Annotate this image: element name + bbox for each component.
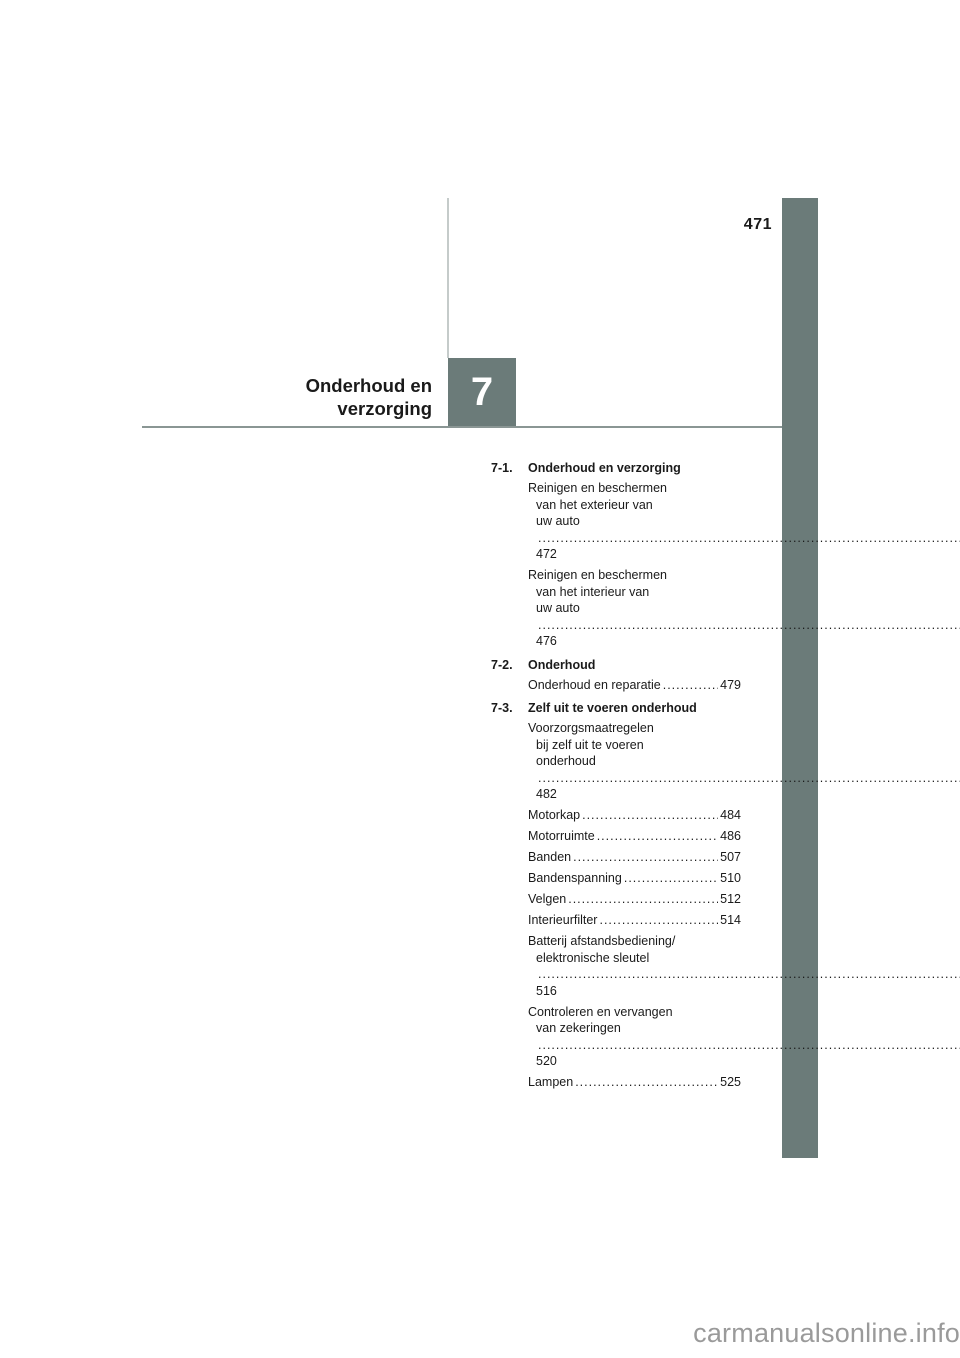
entry-page: 507 — [720, 850, 741, 864]
leader-dots — [568, 891, 718, 908]
toc-entry[interactable] — [528, 1004, 741, 1070]
toc-entry[interactable] — [528, 870, 741, 887]
entry-last-line — [528, 849, 741, 866]
chapter-title — [230, 374, 432, 420]
entry-text: Motorkap — [528, 808, 581, 822]
entry-last-line — [528, 1074, 741, 1091]
entry-page: 472 — [536, 547, 557, 561]
leader-dots — [538, 531, 960, 545]
entry-page: 484 — [720, 808, 741, 822]
entry-last-line — [528, 753, 741, 803]
section-heading[interactable] — [491, 460, 741, 476]
section-title: Onderhoud — [528, 657, 596, 672]
watermark: carmanualsonline.info — [693, 1318, 960, 1348]
toc-entry[interactable] — [528, 828, 741, 845]
entry-last-line — [528, 600, 741, 650]
section-number: 7-2. — [491, 657, 513, 672]
page-number: 471 — [743, 216, 772, 233]
entry-page: 512 — [720, 892, 741, 906]
entry-last-line — [528, 1020, 741, 1070]
leader-dots — [663, 677, 718, 694]
chapter-side-tab — [782, 198, 818, 1158]
chapter-title-line: Onderhoud en — [305, 375, 432, 396]
leader-dots — [599, 912, 718, 929]
entry-last-line — [528, 891, 741, 908]
toc-entry[interactable] — [528, 807, 741, 824]
entry-last-line — [528, 912, 741, 929]
toc-entry[interactable] — [528, 480, 741, 563]
toc-entry[interactable] — [528, 912, 741, 929]
entry-last-line — [528, 513, 741, 563]
entry-last-line — [528, 807, 741, 824]
leader-dots — [597, 828, 718, 845]
horizontal-divider — [142, 426, 782, 428]
section-number: 7-3. — [491, 701, 513, 715]
leader-dots — [538, 967, 960, 981]
entry-text: Lampen — [528, 1075, 574, 1089]
leader-dots — [538, 1038, 960, 1052]
entry-page: 525 — [720, 1075, 741, 1089]
entry-page: 516 — [536, 983, 557, 998]
entry-page: 482 — [536, 787, 557, 801]
vertical-divider — [447, 198, 449, 358]
entry-text: Velgen — [528, 892, 567, 906]
leader-dots — [538, 771, 960, 785]
entry-line: van het interieur van — [536, 584, 650, 599]
section-heading[interactable] — [491, 700, 741, 716]
toc-section-7-1 — [491, 460, 741, 650]
table-of-contents — [491, 460, 741, 1098]
entry-line: Controleren en vervangen — [528, 1004, 673, 1019]
entry-last-line — [528, 677, 741, 694]
entry-text: Banden — [528, 850, 572, 864]
entry-text: onderhoud — [536, 754, 596, 768]
entry-page: 486 — [720, 829, 741, 843]
entry-line: van het exterieur van — [536, 497, 653, 512]
leader-dots — [575, 1074, 718, 1091]
leader-dots — [573, 849, 718, 866]
chapter-title-line: verzorging — [337, 398, 432, 419]
toc-section-7-3 — [491, 700, 741, 1091]
entry-last-line — [528, 950, 741, 1000]
section-number: 7-1. — [491, 461, 513, 475]
entry-line: Batterij afstandsbediening/ — [528, 934, 676, 948]
entry-text: uw auto — [536, 601, 580, 615]
entry-line: Reinigen en beschermen — [528, 481, 667, 495]
toc-entry[interactable] — [528, 891, 741, 908]
entry-page: 514 — [720, 913, 741, 927]
entry-line: Reinigen en beschermen — [528, 568, 667, 582]
toc-entry[interactable] — [528, 933, 741, 999]
leader-dots — [624, 870, 718, 887]
chapter-number-box: 7 — [448, 358, 516, 426]
entry-last-line — [528, 828, 741, 845]
leader-dots — [582, 807, 718, 824]
toc-entry[interactable] — [528, 567, 741, 650]
toc-entry[interactable] — [528, 677, 741, 694]
leader-dots — [538, 618, 960, 632]
toc-entry[interactable] — [528, 849, 741, 866]
entry-text: elektronische sleutel — [536, 950, 650, 965]
entry-text: Motorruimte — [528, 829, 595, 843]
entry-last-line — [528, 870, 741, 887]
entry-text: Onderhoud en reparatie — [528, 677, 661, 692]
entry-page: 476 — [536, 634, 557, 648]
section-heading[interactable] — [491, 657, 741, 673]
entry-page: 520 — [536, 1054, 557, 1068]
entry-page: 510 — [720, 871, 741, 885]
entry-text: van zekeringen — [536, 1021, 621, 1035]
entry-line: bij zelf uit te voeren — [536, 737, 644, 752]
section-title: Onderhoud en verzorging — [528, 461, 681, 475]
entry-text: Interieurfilter — [528, 913, 598, 927]
entry-page: 479 — [720, 677, 741, 692]
entry-text: Bandenspanning — [528, 871, 622, 885]
toc-entry[interactable] — [528, 1074, 741, 1091]
section-title: Zelf uit te voeren onderhoud — [528, 701, 697, 715]
toc-section-7-2 — [491, 657, 741, 694]
toc-entry[interactable] — [528, 720, 741, 803]
entry-line: Voorzorgsmaatregelen — [528, 721, 654, 735]
entry-text: uw auto — [536, 514, 580, 528]
